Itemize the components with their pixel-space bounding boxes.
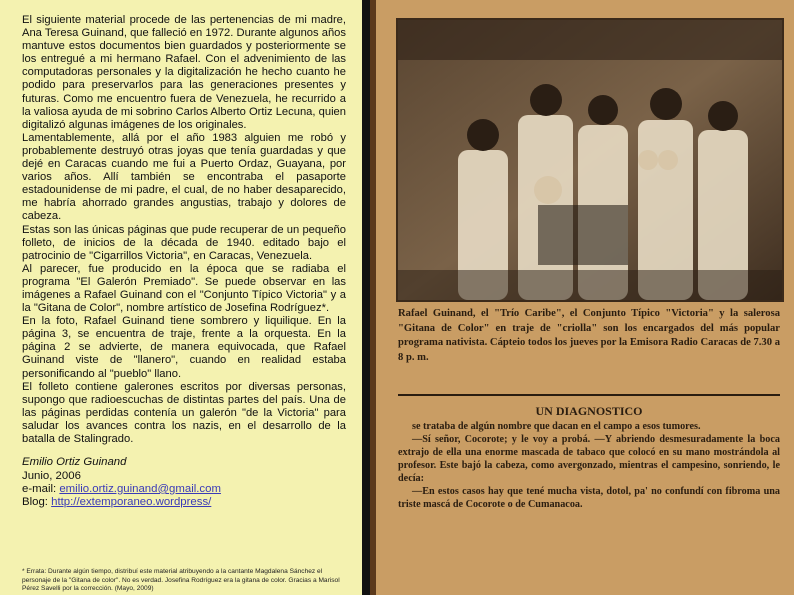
intro-paragraph-4: Al parecer, fue producido en la época que se radiaba el programa "El Galerón Premiado". Se puede observar en las imágenes a Rafael Guinand con el "Conjunto Típico Victoria" y a la "Gitana de Color", nombre artístico de Josefina Rodríguez*. bbox=[22, 262, 346, 315]
intro-paragraph-2: Lamentablemente, allá por el año 1983 alguien me robó y probablemente destruyó otras joyas que tenía guardadas y que dejé en Caracas cuando me fui a Puerto Ordaz, Guayana, por varios años. Allí también se encontraba el pasaporte estadounidense de mi padre, el cual, de no haber desaparecido, me habría ahorrado grandes angustias, trabajo y dolores de cabeza. bbox=[22, 131, 346, 223]
group-photo bbox=[396, 18, 784, 302]
blog-line bbox=[22, 496, 346, 509]
intro-paragraph-6: El folleto contiene galerones escritos por diversas personas, supongo que radioescuchas de distintas partes del país. Una de las páginas perdidas contenía un galerón "de la Victoria" para saludar los avances contra los nazis, en el desarrollo de la batalla de Stalingrado. bbox=[22, 380, 346, 445]
story-text bbox=[398, 420, 780, 511]
author-name: Emilio Ortiz Guinand bbox=[22, 456, 127, 469]
caption-rule bbox=[398, 394, 780, 396]
email-line bbox=[22, 483, 346, 496]
email-label: e-mail: bbox=[22, 482, 60, 495]
blog-label: Blog: bbox=[22, 496, 52, 509]
scanned-booklet-page bbox=[370, 0, 794, 595]
page-divider bbox=[362, 0, 370, 595]
story-paragraph-2: —Sí señor, Cocorote; y le voy a probá. —Y abriendo desmesuradamente la boca extrajo de ella una enorme mascada de tabaco que colocó en su mano mostrándola al profesor. Este bajó la cabeza, como avergonzado, mientras el campesino, sonriendo, le decía: bbox=[398, 434, 780, 484]
email-link[interactable]: emilio.ortiz.guinand@gmail.com bbox=[59, 482, 221, 495]
intro-paragraph-1: El siguiente material procede de las pertenencias de mi madre, Ana Teresa Guinand, que falleció en 1972. Durante algunos años mantuve estos documentos bien guardados y posteriormente se los entregué a mi hermano Rafael. Con el advenimiento de las computadoras personales y la digitalización he hecho cuanto he podido para preservarlos para las generaciones presentes y futuras. Como me encuentro fuera de Venezuela, he recurrido a la valiosa ayuda de mi sobrino Carlos Alberto Ortiz Lecuna, quien digitalizó algunas imágenes de los originales. bbox=[22, 14, 346, 131]
story-paragraph-1: se trataba de algún nombre que dacan en el campo a esos tumores. bbox=[412, 421, 701, 432]
photo-caption: Rafael Guinand, el "Trío Caribe", el Conjunto Típico "Victoria" y la salerosa "Gitana de Color" en traje de "criolla" son los encargados del más popular programa nativista. Cápteio todos los jueves por la Emisora Radio Caracas de 7.30 a 8 p. m. bbox=[398, 308, 780, 363]
story-headline: UN DIAGNOSTICO bbox=[535, 404, 643, 418]
intro-paragraph-5: En la foto, Rafael Guinand tiene sombrero y liquilique. En la página 3, se encuentra de traje, frente a la orquesta. En la página 2 se advierte, de manera equivocada, que Rafael Guinand viste de "llanero", cuando en realidad estaba personificando al "pueblo" llano. bbox=[22, 315, 346, 380]
errata-note: * Errata: Durante algún tiempo, distribuí este material atribuyendo a la cantante Magdalena Sánchez el personaje de la "Gitana de color". No es verdad. Josefina Rodríguez era la gitana de color. Gracias a Marisol Pérez Savelli por la corrección. (Mayo, 2009) bbox=[22, 568, 340, 592]
signature-block bbox=[22, 456, 346, 510]
signature-date: Junio, 2006 bbox=[22, 469, 81, 482]
blog-link[interactable]: http://extemporaneo.wordpress/ bbox=[51, 496, 212, 509]
intro-panel bbox=[0, 0, 362, 595]
intro-paragraph-3: Estas son las únicas páginas que pude recuperar de un pequeño folleto, de inicios de la década de 1940. editado bajo el patrocinio de "Cigarrillos Victoria", en Caracas, Venezuela. bbox=[22, 223, 346, 262]
story-paragraph-3: —En estos casos hay que tené mucha vista, dotol, pa' no confundí con fibroma una triste mascá de Cocorote o de Cumanacoa. bbox=[398, 486, 780, 510]
group-photo-image bbox=[398, 20, 782, 300]
